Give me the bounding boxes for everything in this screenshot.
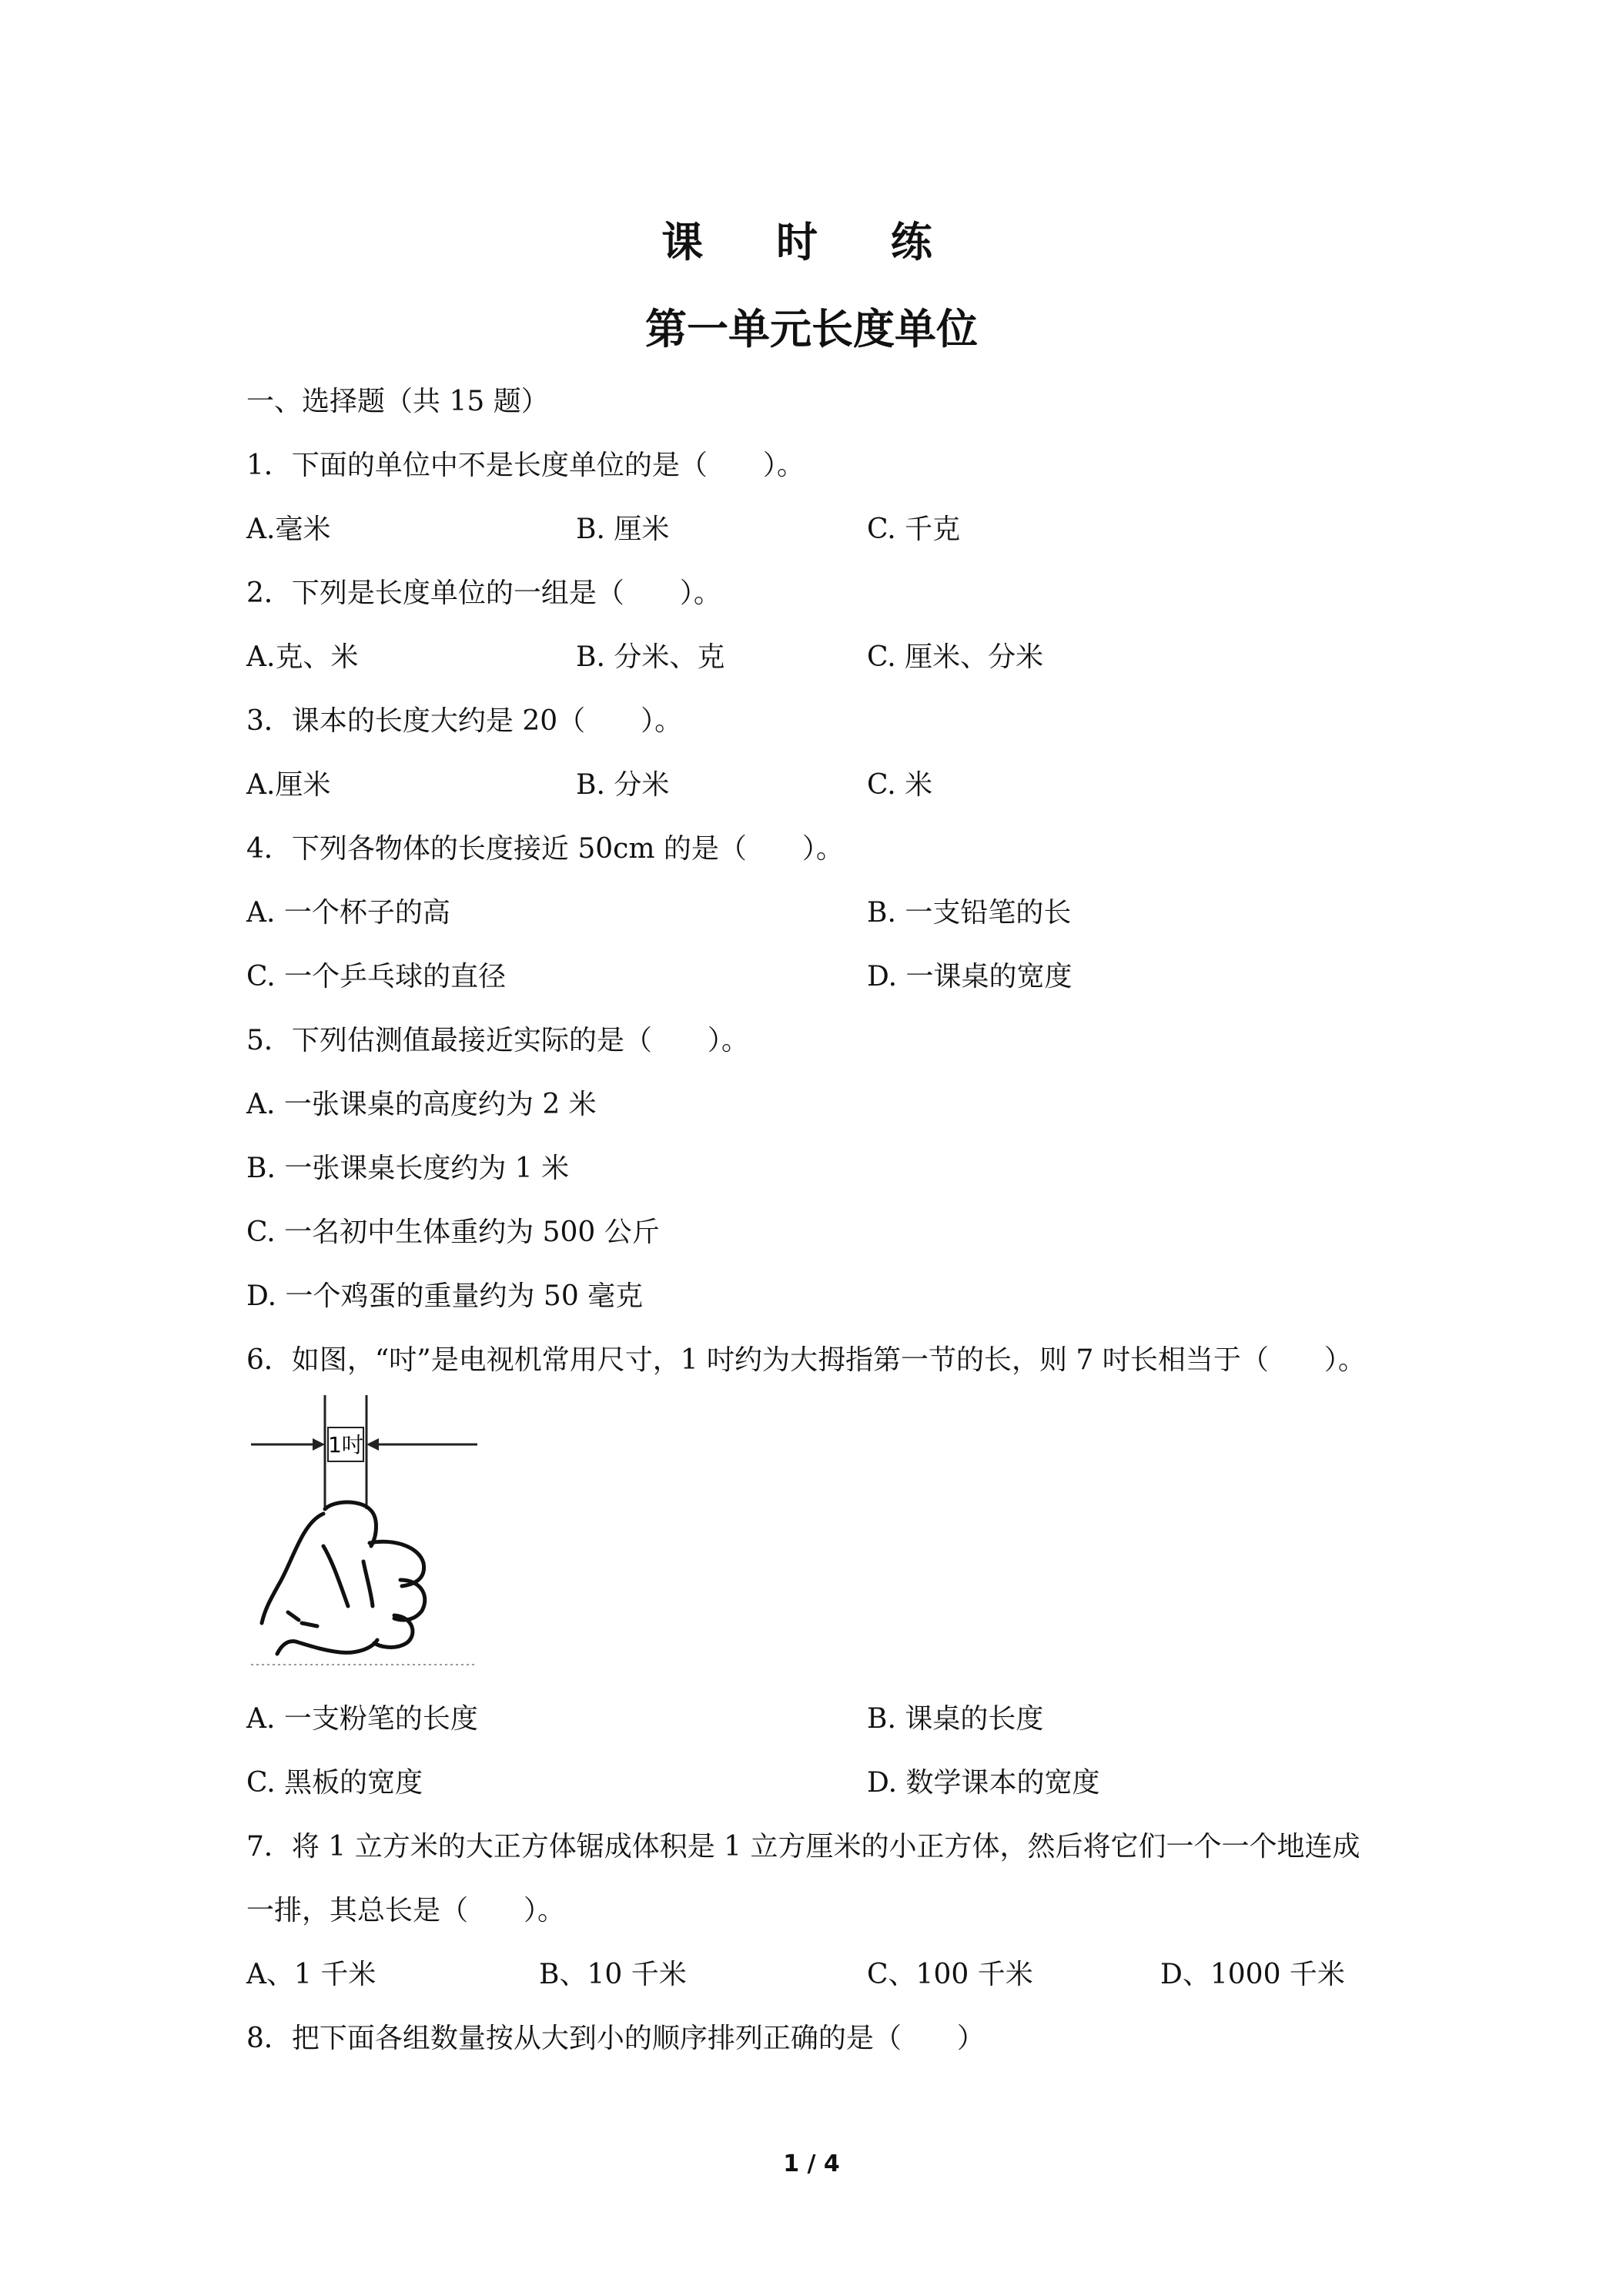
question-4-option-d: D. 一课桌的宽度 [867,961,1073,992]
question-4-option-a: A. 一个杯子的高 [246,897,450,929]
question-6-option-b: B. 课桌的长度 [867,1703,1044,1735]
question-1-option-b: B. 厘米 [576,514,670,545]
page-title: 课 时 练 [661,218,962,266]
question-3-option-a: A.厘米 [246,769,331,801]
question-1-stem: 1．下面的单位中不是长度单位的是（ ）。 [246,450,805,481]
question-7-option-d: D、1000 千米 [1160,1959,1345,1990]
question-3-option-c: C. 米 [867,769,933,801]
question-7-stem-line1: 7．将 1 立方米的大正方体锯成体积是 1 立方厘米的小正方体，然后将它们一个一个地连成 [246,1831,1360,1863]
question-7-option-a: A、1 千米 [246,1959,376,1990]
question-2-stem: 2．下列是长度单位的一组是（ ）。 [246,577,721,609]
question-3-option-b: B. 分米 [576,769,670,801]
question-5-option-c: C. 一名初中生体重约为 500 公斤 [246,1217,660,1248]
question-6-option-c: C. 黑板的宽度 [246,1767,423,1799]
question-2-option-a: A.克、米 [246,641,359,673]
question-1-option-c: C. 千克 [867,514,961,545]
hand-icon [262,1502,425,1654]
thumb-inch-figure [248,1392,480,1669]
question-3-stem: 3．课本的长度大约是 20（ ）。 [246,705,683,737]
page-subtitle: 第一单元长度单位 [645,305,978,353]
question-4-option-c: C. 一个乒乓球的直径 [246,961,507,992]
figure-label: 1吋 [328,1432,363,1458]
question-5-option-b: B. 一张课桌长度约为 1 米 [246,1153,570,1184]
question-7-option-b: B、10 千米 [539,1959,687,1990]
question-6-stem: 6．如图，“吋”是电视机常用尺寸，1 吋约为大拇指第一节的长，则 7 吋长相当于（ ）。 [246,1344,1366,1376]
question-4-stem: 4．下列各物体的长度接近 50cm 的是（ ）。 [246,833,844,865]
question-1-option-a: A.毫米 [246,514,331,545]
page-number: 1 / 4 [783,2150,840,2177]
section-heading: 一、选择题（共 15 题） [246,386,549,417]
question-7-stem-line2: 一排，其总长是（ ）。 [246,1895,566,1926]
question-6-option-d: D. 数学课本的宽度 [867,1767,1100,1799]
question-7-option-c: C、100 千米 [867,1959,1033,1990]
question-6-option-a: A. 一支粉笔的长度 [246,1703,478,1735]
question-2-option-c: C. 厘米、分米 [867,641,1044,673]
question-2-option-b: B. 分米、克 [576,641,725,673]
question-5-option-d: D. 一个鸡蛋的重量约为 50 毫克 [246,1280,644,1312]
question-5-stem: 5．下列估测值最接近实际的是（ ）。 [246,1025,749,1056]
question-8-stem: 8．把下面各组数量按从大到小的顺序排列正确的是（ ） [246,2023,985,2054]
question-5-option-a: A. 一张课桌的高度约为 2 米 [246,1089,597,1120]
question-4-option-b: B. 一支铅笔的长 [867,897,1072,929]
